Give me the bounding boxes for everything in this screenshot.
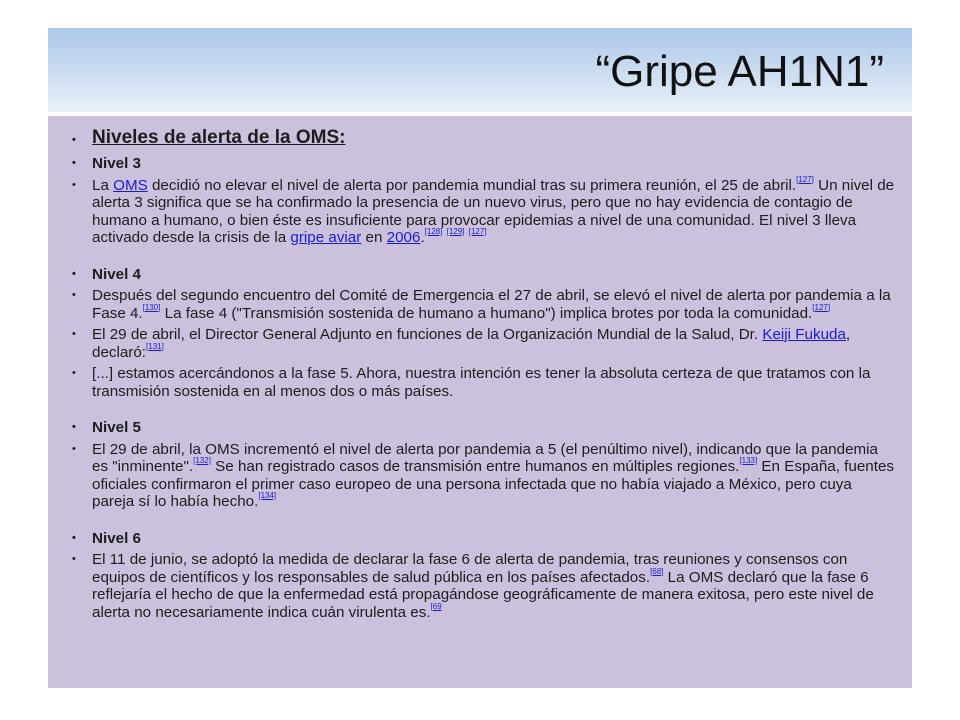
text-segment: Se han registrado casos de transmisión entre humanos en múltiples regiones.: [210, 458, 740, 475]
inline-link[interactable]: 2006: [386, 229, 421, 246]
text-segment: Nivel 4: [92, 265, 141, 283]
text-segment: El 29 de abril, el Director General Adjunto en funciones de la Organización Mundial de la Salud, Dr.: [92, 326, 763, 343]
footnote-link[interactable]: [129]: [446, 227, 465, 236]
text-segment: decidió no elevar el nivel de alerta por pandemia mundial tras su primera reunión, el 25 de abril.: [147, 176, 797, 194]
footnote-ref: [425, 227, 443, 236]
section-heading-text: Niveles de alerta de la OMS:: [92, 127, 346, 148]
footnote-link[interactable]: [127]: [468, 227, 487, 236]
slide-header: [48, 28, 912, 112]
inline-link[interactable]: gripe aviar: [290, 229, 362, 246]
footnote-link[interactable]: [69: [430, 601, 442, 611]
footnote-ref: [796, 175, 814, 184]
text-segment: Un nivel de alerta 3 significa que se ha confirmado la presencia de un nuevo virus, pero que no hay evidencia de contagio de humano a humano, o bien éste es insuficiente para provocar epidemias a nivel de una comunidad. El nivel 3 lleva activado desde la crisis de la: [92, 176, 895, 246]
text-segment: La: [92, 176, 114, 194]
footnote-ref: [193, 456, 211, 465]
bullet-icon: •: [72, 531, 76, 544]
slide-title: “Gripe AH1N1”: [595, 47, 884, 96]
inline-link[interactable]: Keiji Fukuda: [762, 326, 846, 343]
bullet-icon: •: [72, 157, 76, 169]
bullet-icon: •: [72, 267, 76, 280]
footnote-ref: [650, 567, 663, 576]
bullet-icon: •: [72, 442, 76, 455]
bullet-icon: •: [72, 328, 76, 340]
bullet-paragraph: [62, 551, 898, 621]
bullet-icon: •: [72, 178, 76, 191]
text-segment: Nivel 5: [92, 419, 141, 436]
footnote-link[interactable]: [68]: [650, 566, 664, 576]
text-segment: La fase 4 ("Transmisión sostenida de humano a humano") implica brotes por toda la comunidad.: [160, 304, 813, 322]
text-segment: El 11 de junio, se adoptó la medida de declarar la fase 6 de alerta de pandemia, tras reuniones y consensos con equipos de científicos y los responsables de salud pública en los países afectados.: [92, 551, 848, 586]
footnote-ref: [431, 602, 442, 611]
text-segment: .: [420, 229, 425, 246]
footnote-ref: [812, 303, 830, 312]
bullet-icon: •: [72, 134, 76, 146]
alert-level-label: [62, 155, 898, 173]
footnote-ref: [143, 303, 161, 312]
text-segment: La OMS declaró que la fase 6 reflejaría el hecho de que la enfermedad está propagándose geográficamente de manera exitosa, pero este nivel de alerta no necesariamente indica cuán virulenta es.: [92, 568, 874, 621]
bullet-icon: •: [72, 367, 76, 379]
bullet-paragraph: [62, 287, 898, 322]
text-segment: En España, fuentes oficiales confirmaron el primer caso europeo de una persona infectada que no había viajado a México, pero cuya pareja sí lo había hecho.: [92, 458, 894, 510]
footnote-ref: [146, 342, 164, 351]
bullet-paragraph: [62, 174, 898, 247]
footnote-ref: [258, 491, 276, 500]
footnote-link[interactable]: [132]: [193, 456, 211, 465]
alert-level-label: [62, 530, 898, 548]
footnote-link[interactable]: [127]: [812, 302, 831, 312]
bullet-icon: •: [72, 553, 76, 565]
footnote-link[interactable]: [130]: [142, 302, 161, 312]
inline-link[interactable]: OMS: [113, 176, 148, 194]
footnote-link[interactable]: [128]: [424, 227, 443, 236]
text-segment: El 29 de abril, la OMS incrementó el nivel de alerta por pandemia a 5 (el penúltimo nivel), indicando que la pandemia es "inminente".: [92, 440, 878, 475]
content-panel: [48, 116, 912, 688]
text-segment: Nivel 3: [92, 155, 141, 172]
footnote-ref: [469, 227, 487, 236]
bullet-icon: •: [72, 421, 76, 433]
alert-level-label: [62, 266, 898, 284]
footnote-link[interactable]: [131]: [146, 341, 164, 351]
footnote-link[interactable]: [127]: [796, 174, 814, 184]
footnote-link[interactable]: [133]: [739, 456, 758, 465]
bullet-paragraph: [62, 365, 898, 400]
alert-level-label: [62, 419, 898, 437]
text-segment: Después del segundo encuentro del Comité de Emergencia el 27 de abril, se elevó el nivel de alerta por pandemia a la Fase 4.: [92, 287, 891, 322]
text-segment: Nivel 6: [92, 529, 141, 547]
bullet-list: [62, 126, 898, 621]
text-segment: en: [361, 229, 387, 246]
bullet-paragraph: [62, 441, 898, 511]
text-segment: , declaró:: [92, 326, 851, 361]
bullet-icon: •: [72, 289, 76, 301]
section-heading: [62, 126, 898, 150]
footnote-ref: [739, 456, 757, 465]
footnote-link[interactable]: [134]: [258, 491, 277, 500]
bullet-paragraph: [62, 326, 898, 361]
text-segment: [...] estamos acercándonos a la fase 5. Ahora, nuestra intención es tener la absoluta certeza de que tratamos con la transmisión sostenida en al menos dos o más países.: [92, 365, 871, 400]
footnote-ref: [447, 227, 465, 236]
